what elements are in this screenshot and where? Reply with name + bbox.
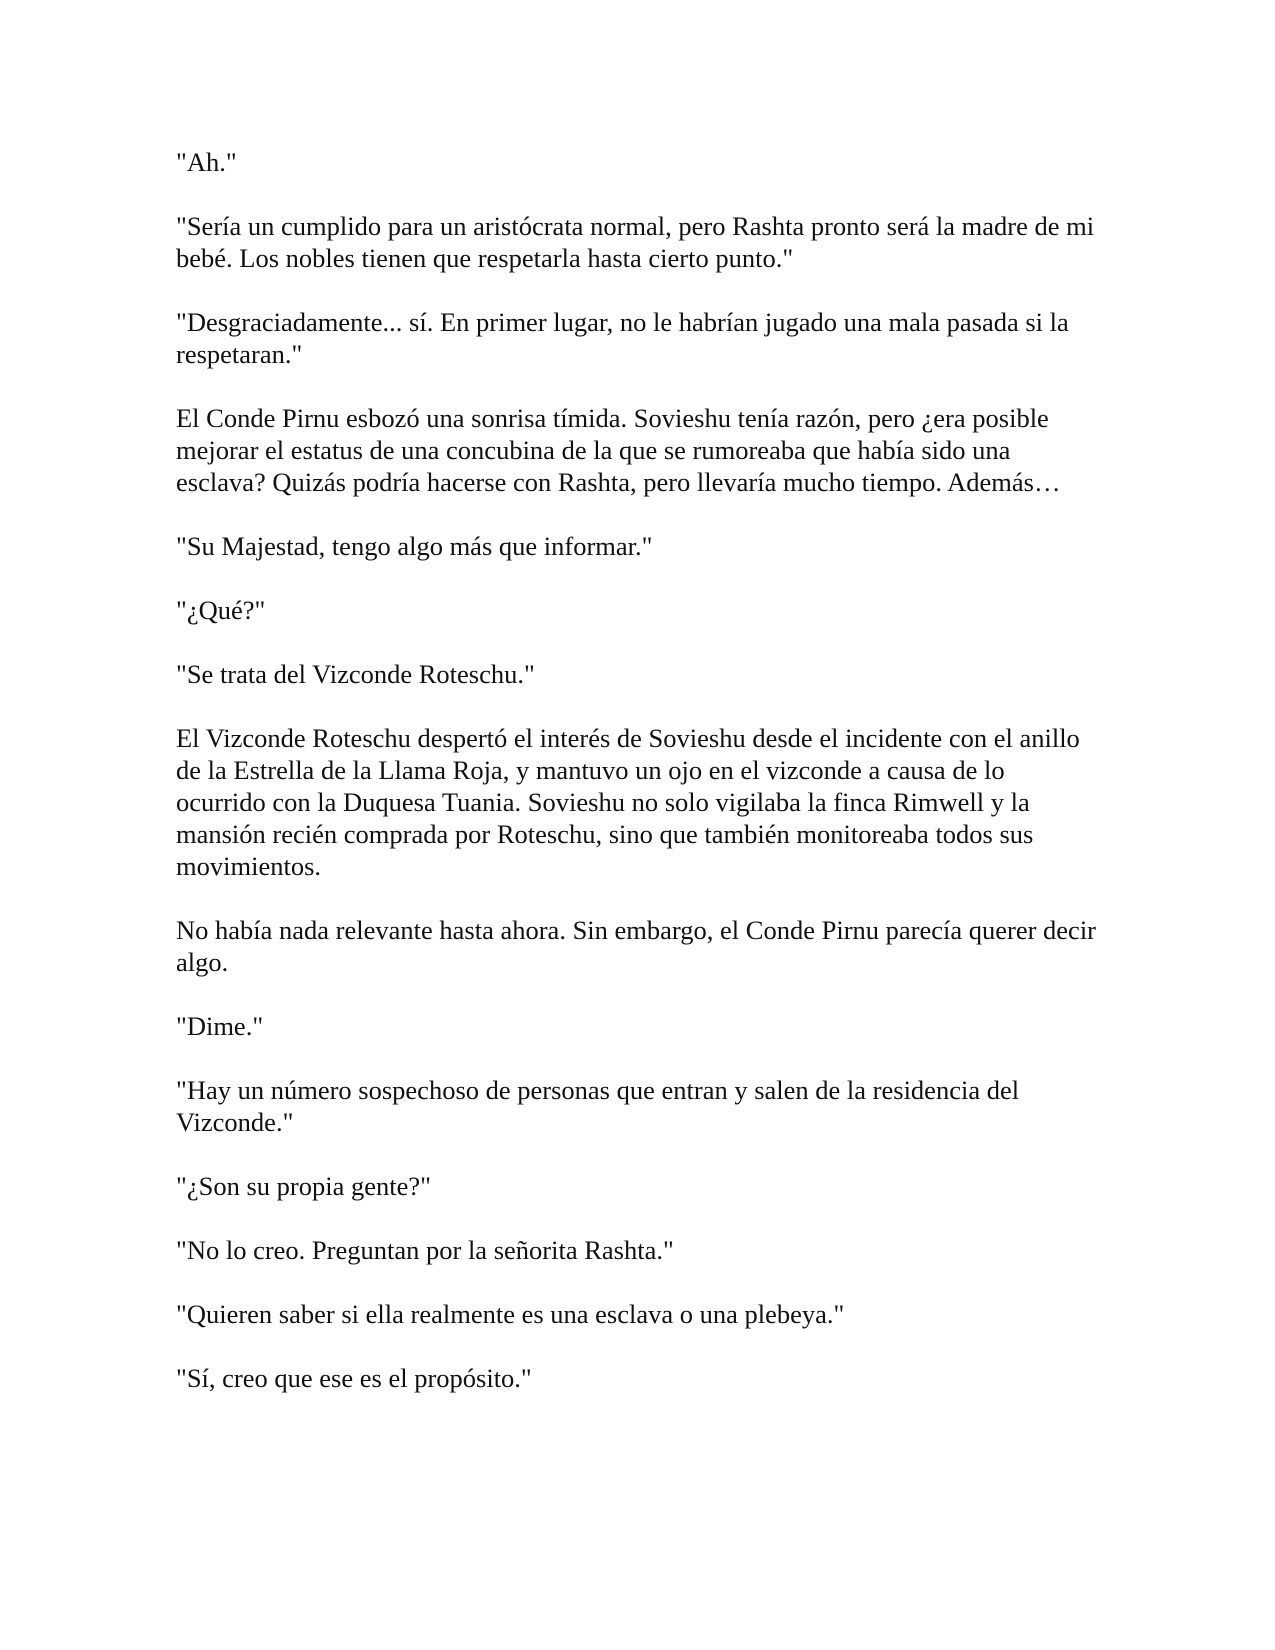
- paragraph: "¿Son su propia gente?": [176, 1171, 431, 1201]
- paragraph: "Se trata del Vizconde Roteschu.": [176, 659, 535, 689]
- paragraph: "Sería un cumplido para un aristócrata normal, pero Rashta pronto será la madre de mi bebé. Los nobles tienen que respetarla hasta cierto punto.": [176, 211, 1095, 273]
- paragraph: "No lo creo. Preguntan por la señorita Rashta.": [176, 1235, 674, 1265]
- paragraph: El Vizconde Roteschu despertó el interés de Sovieshu desde el incidente con el anillo de la Estrella de la Llama Roja, y mantuvo un ojo en el vizconde a causa de lo ocurrido con la Duquesa Tuania. Sovieshu no solo vigilaba la finca Rimwell y la mansión recién comprada por Roteschu, sino que también monitoreaba todos sus movimientos.: [176, 723, 1080, 881]
- paragraph: No había nada relevante hasta ahora. Sin embargo, el Conde Pirnu parecía querer decir algo.: [176, 915, 1097, 977]
- paragraph: "Su Majestad, tengo algo más que informar.": [176, 531, 653, 561]
- paragraph: "Dime.": [176, 1011, 264, 1041]
- paragraph: "Sí, creo que ese es el propósito.": [176, 1363, 532, 1393]
- document-body: [176, 146, 1096, 1426]
- paragraph: "Ah.": [176, 147, 237, 177]
- paragraph: "Desgraciadamente... sí. En primer lugar, no le habrían jugado una mala pasada si la respetaran.": [176, 307, 1069, 369]
- paragraph: El Conde Pirnu esbozó una sonrisa tímida. Sovieshu tenía razón, pero ¿era posible mejorar el estatus de una concubina de la que se rumoreaba que había sido una esclava? Quizás podría hacerse con Rashta, pero llevaría mucho tiempo. Además…: [176, 403, 1061, 497]
- paragraph: "Hay un número sospechoso de personas que entran y salen de la residencia del Vizconde.": [176, 1075, 1020, 1137]
- paragraph: "Quieren saber si ella realmente es una esclava o una plebeya.": [176, 1299, 845, 1329]
- paragraph: "¿Qué?": [176, 595, 266, 625]
